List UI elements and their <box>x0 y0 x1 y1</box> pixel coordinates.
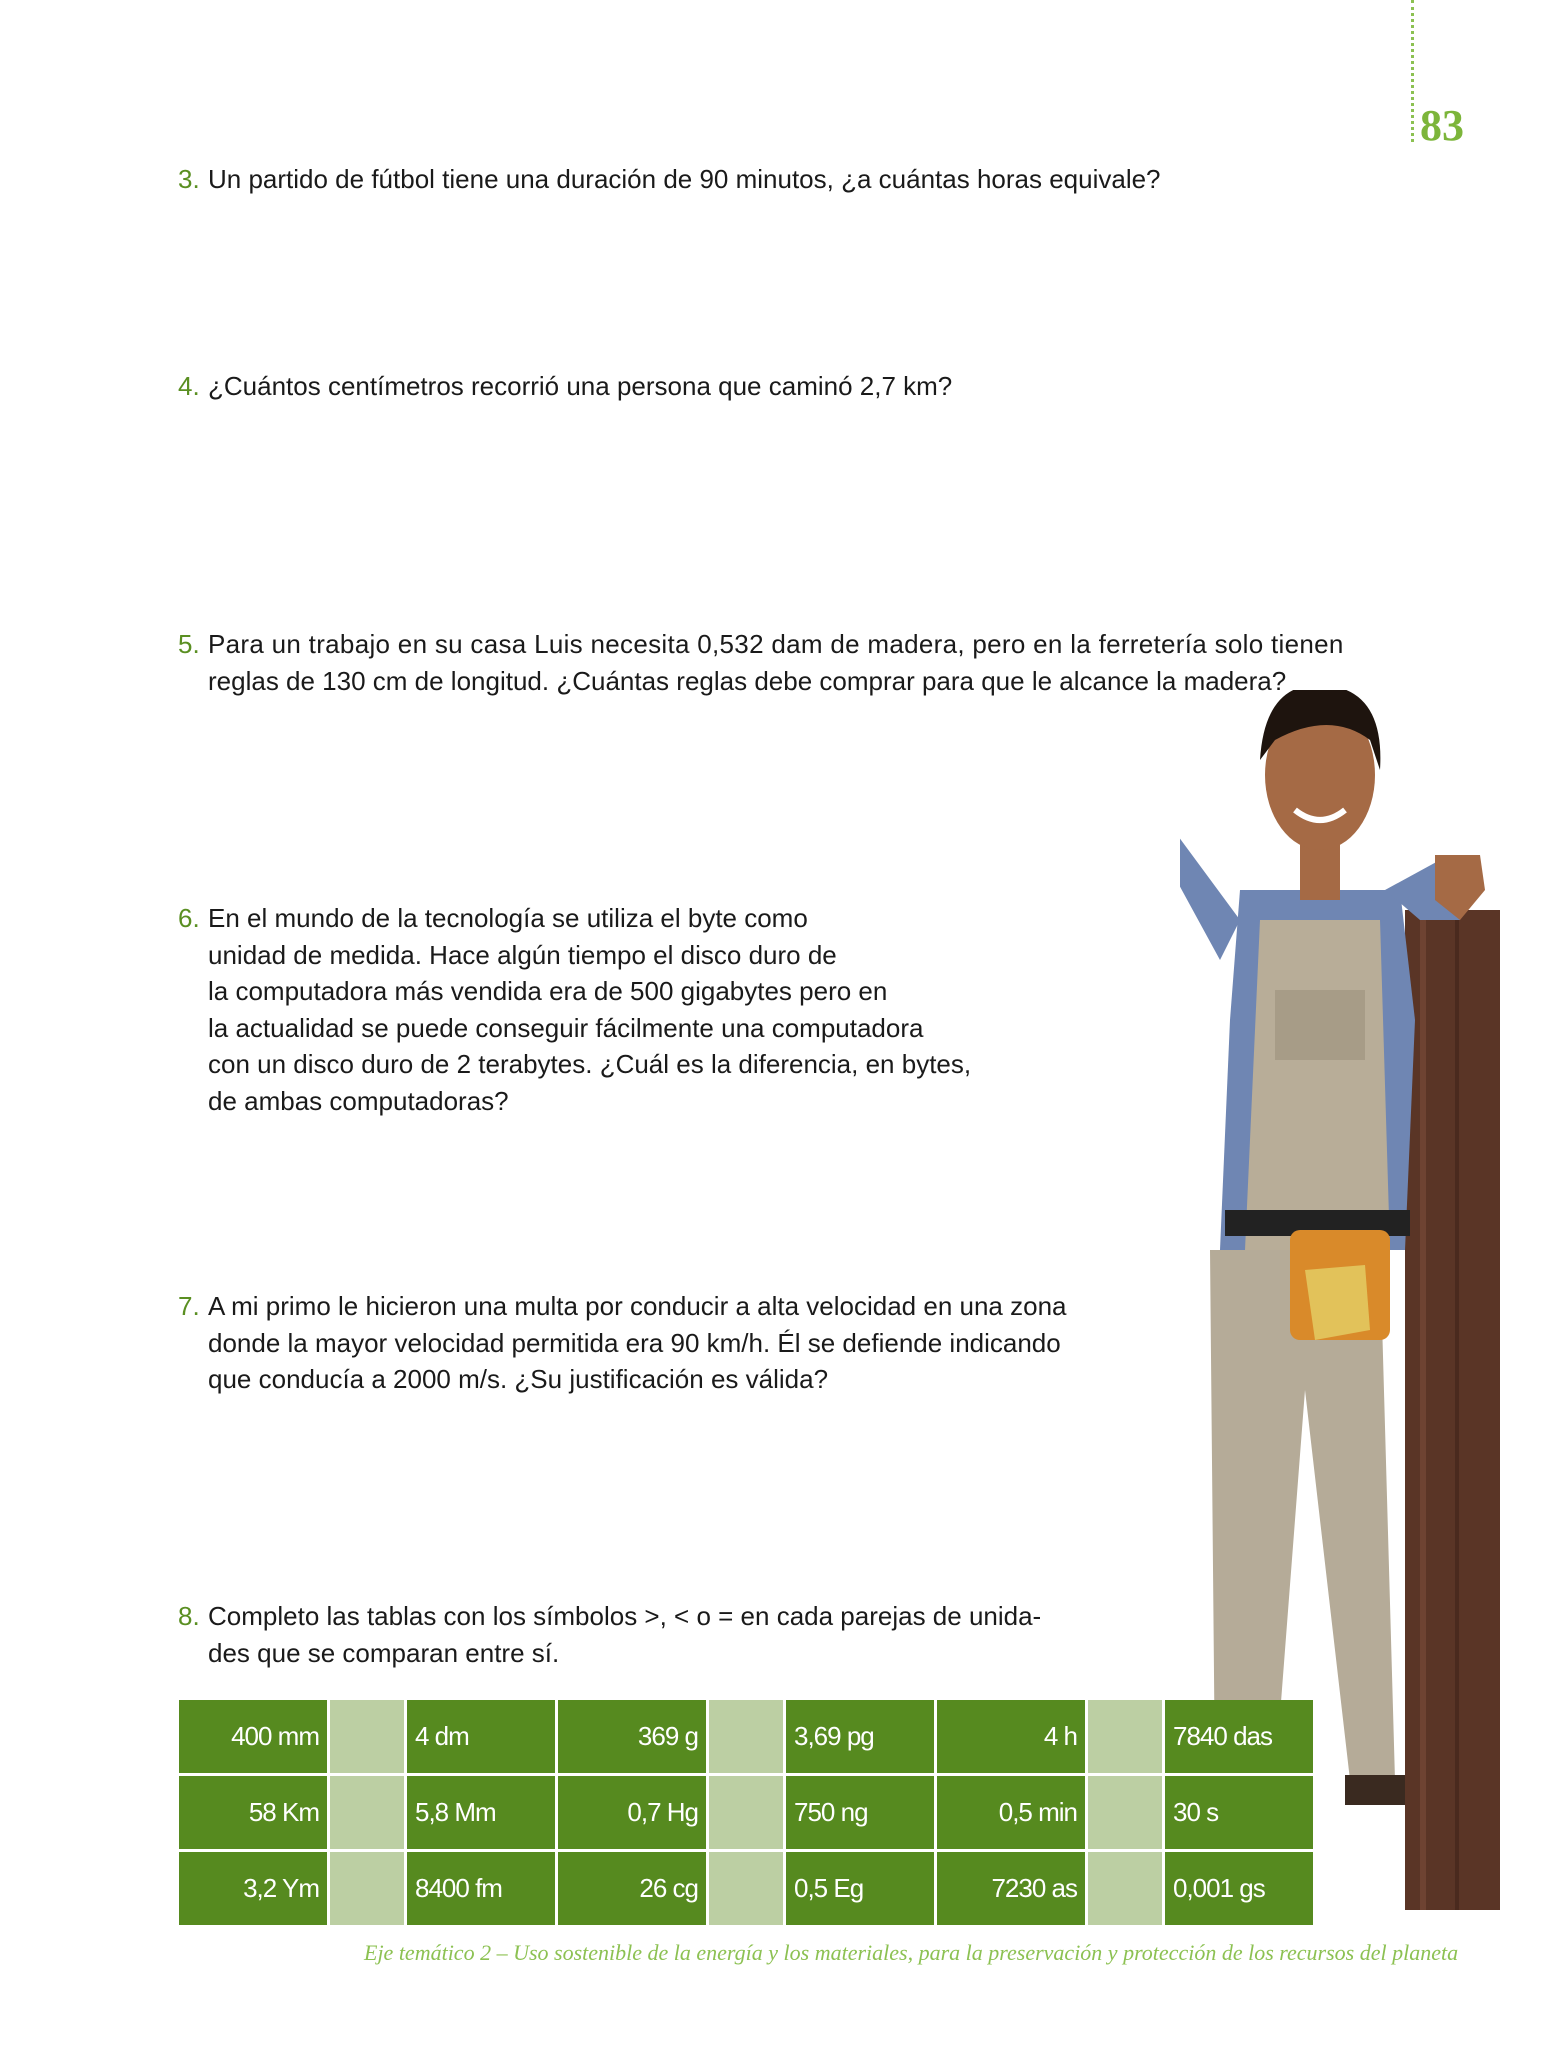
question-text: la computadora más vendida era de 500 gigabytes pero en <box>208 976 888 1006</box>
question-6 <box>178 900 971 1119</box>
table-cell: 30 s <box>1164 1775 1314 1851</box>
page-margin-dotted-line <box>1411 0 1414 142</box>
table-cell: 3,2 Ym <box>179 1851 329 1926</box>
question-number: 8. <box>178 1601 200 1631</box>
symbol-answer-cell[interactable] <box>329 1851 406 1926</box>
table-cell: 750 ng <box>785 1775 936 1851</box>
symbol-answer-cell[interactable] <box>708 1775 785 1851</box>
question-number: 7. <box>178 1291 200 1321</box>
table-cell: 0,7 Hg <box>557 1775 708 1851</box>
question-text: unidad de medida. Hace algún tiempo el disco duro de <box>208 939 837 970</box>
question-4 <box>178 368 952 405</box>
question-8 <box>178 1598 1041 1671</box>
question-number: 4. <box>178 371 200 401</box>
gloves <box>1305 1265 1370 1340</box>
question-text: Un partido de fútbol tiene una duración de 90 minutos, ¿a cuántas horas equivale? <box>208 164 1161 194</box>
page-number: 83 <box>1420 101 1464 150</box>
symbol-answer-cell[interactable] <box>1087 1700 1164 1775</box>
table-cell: 3,69 pg <box>785 1700 936 1775</box>
question-text: con un disco duro de 2 terabytes. ¿Cuál es la diferencia, en bytes, <box>208 1049 972 1079</box>
question-text: Completo las tablas con los símbolos >, < o = en cada parejas de unida- <box>208 1601 1042 1631</box>
table-cell: 0,5 Eg <box>785 1851 936 1926</box>
table-cell: 369 g <box>557 1700 708 1775</box>
question-3 <box>178 161 1161 198</box>
table-row <box>179 1851 1313 1926</box>
question-text: des que se comparan entre sí. <box>208 1637 560 1668</box>
table-cell: 5,8 Mm <box>406 1775 557 1851</box>
question-5 <box>178 626 1344 699</box>
symbol-answer-cell[interactable] <box>1087 1851 1164 1926</box>
table-cell: 58 Km <box>179 1775 329 1851</box>
table-cell: 0,5 min <box>936 1775 1087 1851</box>
table-cell: 4 h <box>936 1700 1087 1775</box>
symbol-answer-cell[interactable] <box>329 1775 406 1851</box>
question-text: reglas de 130 cm de longitud. ¿Cuántas reglas debe comprar para que le alcance la madera? <box>208 665 1287 696</box>
table-cell: 8400 fm <box>406 1851 557 1926</box>
table-cell: 4 dm <box>406 1700 557 1775</box>
unit-comparison-table <box>179 1700 1313 1925</box>
question-text: de ambas computadoras? <box>208 1085 509 1116</box>
table-cell: 0,001 gs <box>1164 1851 1314 1926</box>
question-text: En el mundo de la tecnología se utiliza el byte como <box>208 903 808 933</box>
question-text: A mi primo le hicieron una multa por conducir a alta velocidad en una zona <box>208 1291 1067 1321</box>
table-row <box>179 1775 1313 1851</box>
table-row <box>179 1700 1313 1775</box>
footer-theme-text: Eje temático 2 – Uso sostenible de la energía y los materiales, para la preservación y protección de los recursos del planeta <box>364 1940 1459 1965</box>
question-text: Para un trabajo en su casa Luis necesita 0,532 dam de madera, pero en la ferretería solo tienen <box>208 629 1344 659</box>
table-cell: 400 mm <box>231 1721 319 1751</box>
question-7 <box>178 1288 1067 1398</box>
question-text: la actualidad se puede conseguir fácilmente una computadora <box>208 1012 924 1043</box>
symbol-answer-cell[interactable] <box>329 1700 406 1775</box>
table-cell: 7230 as <box>936 1851 1087 1926</box>
question-number: 6. <box>178 903 200 933</box>
question-number: 5. <box>178 629 200 659</box>
question-number: 3. <box>178 164 200 194</box>
question-text: que conducía a 2000 m/s. ¿Su justificación es válida? <box>208 1364 829 1394</box>
symbol-answer-cell[interactable] <box>1087 1775 1164 1851</box>
question-text: donde la mayor velocidad permitida era 90 km/h. Él se defiende indicando <box>208 1327 1061 1358</box>
symbol-answer-cell[interactable] <box>708 1700 785 1775</box>
table-cell: 26 cg <box>557 1851 708 1926</box>
question-text: ¿Cuántos centímetros recorrió una persona que caminó 2,7 km? <box>208 371 953 401</box>
symbol-answer-cell[interactable] <box>708 1851 785 1926</box>
wood-plank <box>1405 910 1500 1910</box>
table-cell: 7840 das <box>1164 1700 1314 1775</box>
